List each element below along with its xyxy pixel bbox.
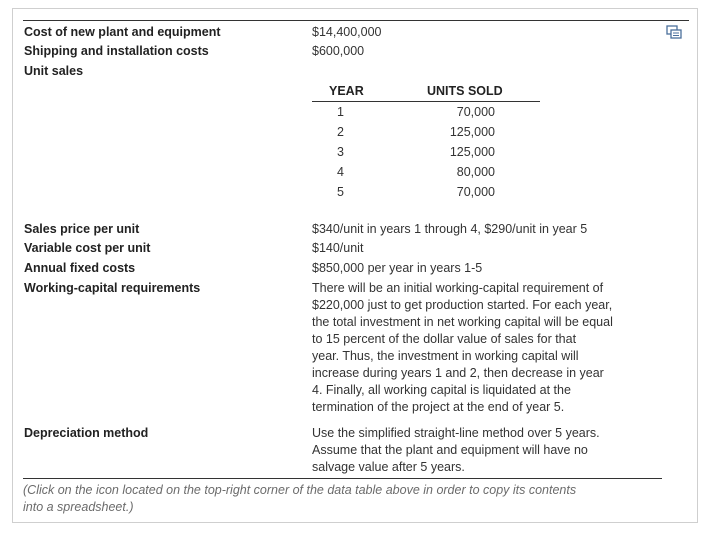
table-top-rule	[23, 20, 689, 21]
note-line: into a spreadsheet.)	[23, 500, 134, 514]
value-depreciation	[312, 425, 672, 476]
header-units-sold: UNITS SOLD	[427, 84, 503, 98]
year-cell: 5	[337, 185, 344, 199]
year-cell: 1	[337, 105, 344, 119]
units-cell: 125,000	[449, 145, 495, 159]
label-shipping: Shipping and installation costs	[24, 44, 209, 58]
label-depreciation: Depreciation method	[24, 426, 149, 440]
year-cell: 3	[337, 145, 344, 159]
value-plant-cost: $14,400,000	[312, 25, 382, 39]
text-line: salvage value after 5 years.	[312, 460, 465, 474]
units-cell: 70,000	[456, 185, 495, 199]
table-bottom-rule	[23, 478, 662, 479]
text-line: 4. Finally, all working capital is liquidated at the	[312, 383, 571, 397]
note-line: (Click on the icon located on the top-right corner of the data table above in order to copy its contents	[23, 483, 577, 497]
copy-instructions-note	[23, 482, 683, 516]
units-cell: 80,000	[456, 165, 495, 179]
year-cell: 2	[337, 125, 344, 139]
text-line: Use the simplified straight-line method over 5 years.	[312, 426, 600, 440]
copy-to-spreadsheet-icon[interactable]	[666, 25, 682, 39]
units-cell: 70,000	[456, 105, 495, 119]
text-line: termination of the project at the end of year 5.	[312, 400, 565, 414]
text-line: Assume that the plant and equipment will have no	[312, 443, 588, 457]
label-sales-price: Sales price per unit	[24, 222, 140, 236]
value-variable-cost: $140/unit	[312, 241, 364, 255]
units-cell: 125,000	[449, 125, 495, 139]
label-variable-cost: Variable cost per unit	[24, 241, 151, 255]
text-line: to 15 percent of the dollar value of sales for that	[312, 332, 577, 346]
header-year: YEAR	[329, 84, 364, 98]
text-line: There will be an initial working-capital requirement of	[312, 281, 604, 295]
text-line: year. Thus, the investment in working capital will	[312, 349, 579, 363]
value-shipping: $600,000	[312, 44, 365, 58]
value-fixed-costs: $850,000 per year in years 1-5	[312, 261, 483, 275]
text-line: increase during years 1 and 2, then decrease in year	[312, 366, 604, 380]
label-unit-sales: Unit sales	[24, 64, 84, 78]
value-sales-price: $340/unit in years 1 through 4, $290/unit in year 5	[312, 222, 588, 236]
label-working-capital: Working-capital requirements	[24, 281, 201, 295]
text-line: $220,000 just to get production started. For each year,	[312, 298, 613, 312]
text-line: the total investment in net working capital will be equal	[312, 315, 613, 329]
value-working-capital	[312, 280, 672, 416]
label-plant-cost: Cost of new plant and equipment	[24, 25, 221, 39]
year-cell: 4	[337, 165, 344, 179]
label-fixed-costs: Annual fixed costs	[24, 261, 136, 275]
units-header-rule	[312, 101, 540, 102]
